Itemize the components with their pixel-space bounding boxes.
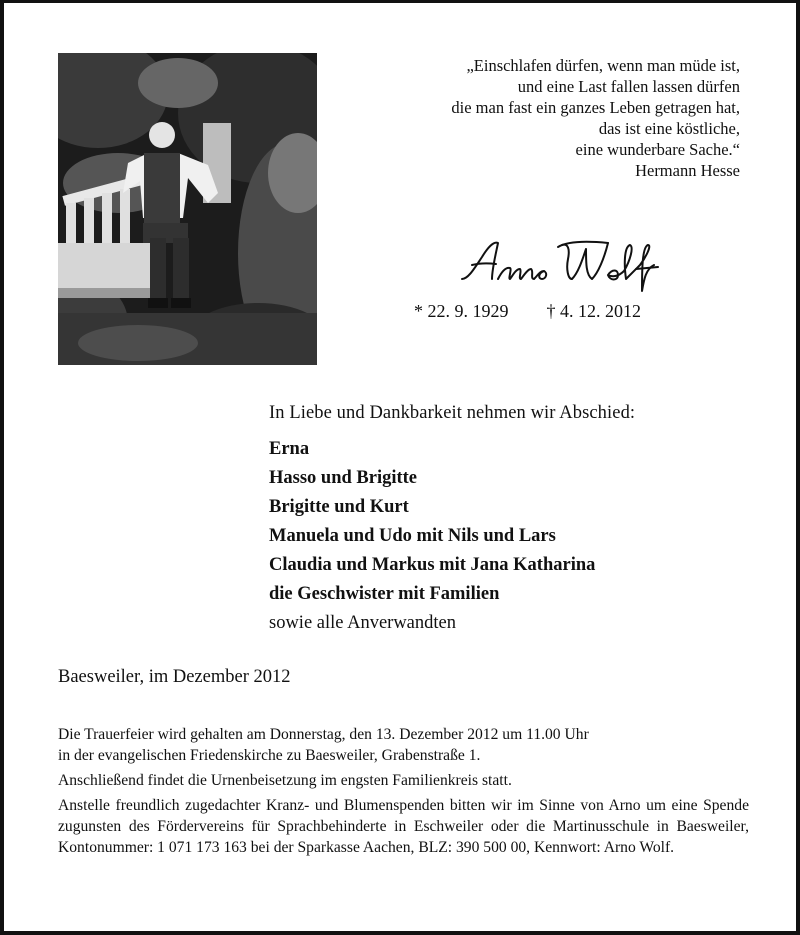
mourner-name: die Geschwister mit Familien <box>269 584 500 604</box>
quote-line: „Einschlafen dürfen, wenn man müde ist, <box>466 56 740 75</box>
quote-author: Hermann Hesse <box>635 161 740 180</box>
ceremony-line: Die Trauerfeier wird gehalten am Donnerstag, den 13. Dezember 2012 um 11.00 Uhr <box>58 726 589 743</box>
birth-date: * 22. 9. 1929 <box>414 301 509 321</box>
ceremony-info <box>58 724 749 766</box>
funeral-notice <box>58 724 749 862</box>
donation-info: Anstelle freundlich zugedachter Kranz- und Blumenspenden bitten wir im Sinne von Arno um eine Spende zugunsten des Fördervereins für Sprachbehinderte in Eschweiler oder die Martinusschule in Baesweiler, Kontonummer: 1 071 173 163 bei der Sparkasse Aachen, BLZ: 390 500 00, Kennwort: Arno Wolf. <box>58 797 749 856</box>
mourner-name: Hasso und Brigitte <box>269 468 418 488</box>
relatives-line: sowie alle Anverwandten <box>269 613 456 633</box>
mourner-name: Manuela und Udo mit Nils und Lars <box>269 526 556 546</box>
ceremony-line: in der evangelischen Friedenskirche zu Baesweiler, Grabenstraße 1. <box>58 747 481 764</box>
signature-image <box>458 235 678 295</box>
burial-info: Anschließend findet die Urnenbeisetzung im engsten Familienkreis statt. <box>58 772 512 789</box>
portrait-photo-image <box>58 53 317 365</box>
portrait-photo <box>58 53 317 365</box>
quote-line: eine wunderbare Sache.“ <box>575 140 740 159</box>
farewell-heading: In Liebe und Dankbarkeit nehmen wir Abschied: <box>269 403 636 423</box>
mourner-name: Erna <box>269 439 310 459</box>
place-and-date: Baesweiler, im Dezember 2012 <box>58 667 291 687</box>
mourners-list <box>269 435 595 638</box>
mourner-name: Claudia und Markus mit Jana Katharina <box>269 555 596 575</box>
quote-line: das ist eine köstliche, <box>598 119 740 138</box>
death-date: † 4. 12. 2012 <box>546 301 641 321</box>
life-dates <box>414 301 641 322</box>
mourner-name: Brigitte und Kurt <box>269 497 409 517</box>
quote-line: die man fast ein ganzes Leben getragen hat, <box>451 98 740 117</box>
hesse-quote <box>360 55 740 181</box>
quote-line: und eine Last fallen lassen dürfen <box>517 77 740 96</box>
handwritten-signature <box>458 235 678 295</box>
